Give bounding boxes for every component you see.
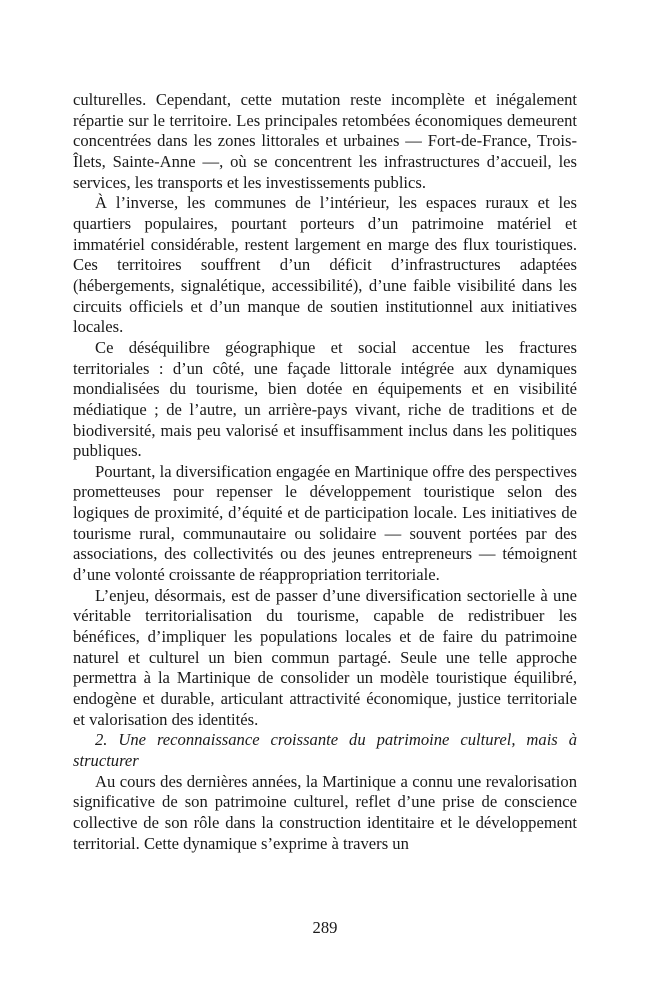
page-number: 289 [312, 918, 338, 937]
page-body [73, 90, 577, 854]
section-heading: 2. Une reconnaissance croissante du patrimoine culturel, mais à structurer [73, 730, 577, 770]
paragraph-continuation: culturelles. Cependant, cette mutation reste incomplète et inégalement répartie sur le territoire. Les principales retombées économiques demeurent concentrées dans les zones littorales et urbaines — Fort-de-France, Trois-Îlets, Sainte-Anne —, où se concentrent les infrastructures d’accueil, les services, les transports et les investissements publics. [73, 90, 577, 192]
paragraph: Au cours des dernières années, la Martinique a connu une revalorisation significative de son patrimoine culturel, reflet d’une prise de conscience collective de son rôle dans la construction identitaire et le développement territorial. Cette dynamique s’exprime à travers un [73, 771, 577, 853]
paragraph: Pourtant, la diversification engagée en Martinique offre des perspectives prometteuses pour repenser le développement touristique selon des logiques de proximité, d’équité et de participation locale. Les initiatives de tourisme rural, communautaire ou solidaire — souvent portées par des associations, des collectivités ou des jeunes entrepreneurs — témoignent d’une volonté croissante de réappropriation territoriale. [73, 461, 577, 585]
paragraph: Ce déséquilibre géographique et social accentue les fractures territoriales : d’un côté, une façade littorale intégrée aux dynamiques mondialisées du tourisme, bien dotée en équipements et en visibilité médiatique ; de l’autre, un arrière-pays vivant, riche de traditions et de biodiversité, mais peu valorisé et insuffisamment inclus dans les politiques publiques. [73, 337, 577, 461]
paragraph: À l’inverse, les communes de l’intérieur, les espaces ruraux et les quartiers populaires, pourtant porteurs d’un patrimoine matériel et immatériel considérable, restent largement en marge des flux touristiques. Ces territoires souffrent d’un déficit d’infrastructures adaptées (hébergements, signalétique, accessibilité), d’une faible visibilité dans les circuits officiels et d’un manque de soutien institutionnel aux initiatives locales. [73, 193, 577, 337]
paragraph: L’enjeu, désormais, est de passer d’une diversification sectorielle à une véritable territorialisation du tourisme, capable de redistribuer les bénéfices, d’impliquer les populations locales et de faire du patrimoine naturel et culturel un bien commun partagé. Seule une telle approche permettra à la Martinique de consolider un modèle touristique équilibré, endogène et durable, articulant attractivité économique, justice territoriale et valorisation des identités. [73, 585, 577, 729]
